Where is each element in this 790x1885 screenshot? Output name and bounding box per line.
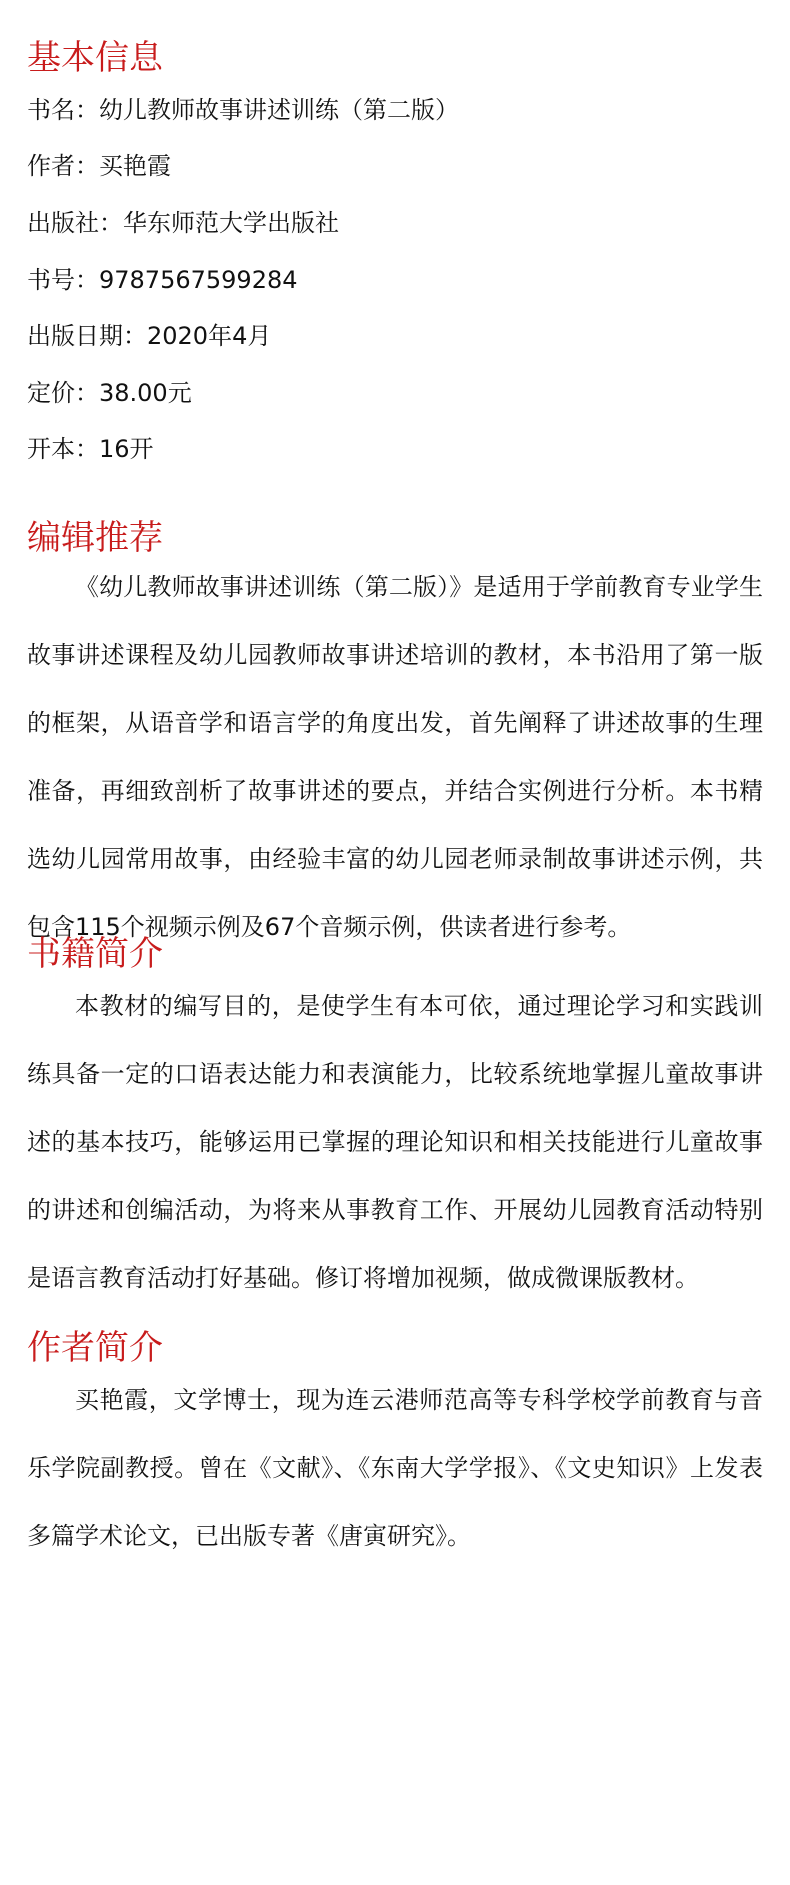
info-publisher: 出版社：华东师范大学出版社 xyxy=(27,209,339,237)
author-intro-text: 买艳霞，文学博士，现为连云港师范高等专科学校学前教育与音乐学院副教授。曾在《文献》、《东南大学学报》、《文史知识》上发表多篇学术论文，已出版专著《唐寅研究》。 xyxy=(27,1386,763,1550)
editor-recommendation-heading: 编辑推荐 xyxy=(27,518,163,558)
info-isbn: 书号：9787567599284 xyxy=(27,266,298,294)
info-price: 定价：38.00元 xyxy=(27,379,192,407)
info-author: 作者：买艳霞 xyxy=(27,152,171,180)
info-publish-date: 出版日期：2020年4月 xyxy=(27,322,272,350)
author-intro-heading: 作者简介 xyxy=(27,1328,163,1368)
info-title: 书名：幼儿教师故事讲述训练（第二版） xyxy=(27,96,459,124)
book-intro-heading: 书籍简介 xyxy=(27,934,163,974)
info-format: 开本：16开 xyxy=(27,435,154,463)
book-intro-text: 本教材的编写目的，是使学生有本可依，通过理论学习和实践训练具备一定的口语表达能力和表演能力，比较系统地掌握儿童故事讲述的基本技巧，能够运用已掌握的理论知识和相关技能进行儿童故事的讲述和创编活动，为将来从事教育工作、开展幼儿园教育活动特别是语言教育活动打好基础。修订将增加视频，做成微课版教材。 xyxy=(27,992,763,1292)
basic-info-heading: 基本信息 xyxy=(27,38,163,78)
editor-recommendation-text: 《幼儿教师故事讲述训练（第二版）》是适用于学前教育专业学生故事讲述课程及幼儿园教师故事讲述培训的教材，本书沿用了第一版的框架，从语音学和语言学的角度出发，首先阐释了讲述故事的生理准备，再细致剖析了故事讲述的要点，并结合实例进行分析。本书精选幼儿园常用故事，由经验丰富的幼儿园老师录制故事讲述示例，共包含115个视频示例及67个音频示例，供读者进行参考。 xyxy=(27,573,763,941)
